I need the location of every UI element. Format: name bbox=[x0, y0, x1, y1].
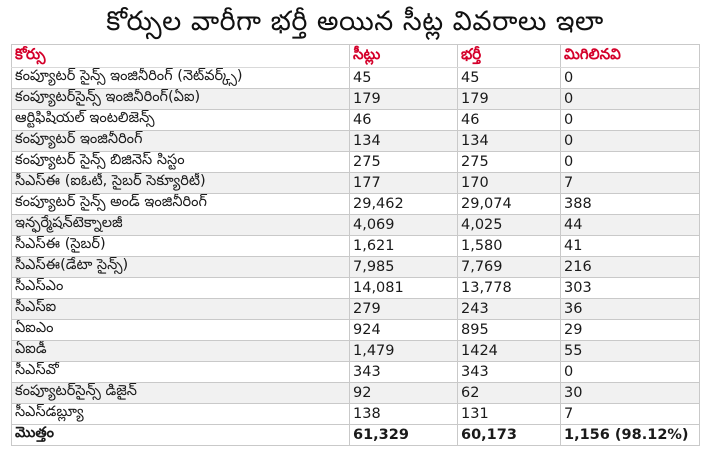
cell-remaining: 0 bbox=[561, 110, 700, 131]
cell-remaining: 0 bbox=[561, 152, 700, 173]
table-row bbox=[12, 173, 700, 194]
cell-filled: 45 bbox=[458, 68, 561, 89]
cell-course: ఏఐఎం bbox=[12, 320, 350, 341]
table-row bbox=[12, 404, 700, 425]
cell-filled: 131 bbox=[458, 404, 561, 425]
table-row bbox=[12, 194, 700, 215]
page-title: కోర్సుల వారీగా భర్తీ అయిన సీట్ల వివరాలు ఇలా bbox=[106, 6, 604, 37]
cell-seats: 279 bbox=[350, 299, 458, 320]
cell-course: సీఎస్ఈ(డేటా సైన్స్) bbox=[12, 257, 350, 278]
cell-filled: 343 bbox=[458, 362, 561, 383]
cell-filled: 46 bbox=[458, 110, 561, 131]
cell-filled: 170 bbox=[458, 173, 561, 194]
cell-remaining: 36 bbox=[561, 299, 700, 320]
cell-remaining: 29 bbox=[561, 320, 700, 341]
cell-course: కంప్యూటర్ సైన్స్ బిజినెస్ సిస్టం bbox=[12, 152, 350, 173]
table-row bbox=[12, 110, 700, 131]
cell-filled: 29,074 bbox=[458, 194, 561, 215]
table-body bbox=[12, 68, 700, 446]
cell-remaining: 30 bbox=[561, 383, 700, 404]
cell-seats: 1,479 bbox=[350, 341, 458, 362]
cell-remaining: 7 bbox=[561, 404, 700, 425]
cell-seats: 92 bbox=[350, 383, 458, 404]
cell-remaining: 41 bbox=[561, 236, 700, 257]
cell-remaining: 0 bbox=[561, 68, 700, 89]
cell-course: సీఎస్‌డబ్ల్యూ bbox=[12, 404, 350, 425]
cell-remaining: 55 bbox=[561, 341, 700, 362]
cell-filled: 1,580 bbox=[458, 236, 561, 257]
cell-filled: 60,173 bbox=[458, 425, 561, 446]
cell-remaining: 216 bbox=[561, 257, 700, 278]
cell-remaining: 303 bbox=[561, 278, 700, 299]
header-remaining: మిగిలినవి bbox=[561, 45, 700, 68]
cell-filled: 179 bbox=[458, 89, 561, 110]
table-row bbox=[12, 236, 700, 257]
table-row bbox=[12, 383, 700, 404]
cell-remaining: 0 bbox=[561, 89, 700, 110]
cell-seats: 14,081 bbox=[350, 278, 458, 299]
cell-course: కంప్యూటర్ ఇంజినీరింగ్ bbox=[12, 131, 350, 152]
cell-filled: 7,769 bbox=[458, 257, 561, 278]
cell-seats: 4,069 bbox=[350, 215, 458, 236]
table-row bbox=[12, 257, 700, 278]
cell-course: మొత్తం bbox=[12, 425, 350, 446]
cell-seats: 1,621 bbox=[350, 236, 458, 257]
cell-seats: 7,985 bbox=[350, 257, 458, 278]
cell-course: కంప్యూటర్ సైన్స్ అండ్ ఇంజినీరింగ్ bbox=[12, 194, 350, 215]
cell-seats: 924 bbox=[350, 320, 458, 341]
cell-filled: 243 bbox=[458, 299, 561, 320]
table-row bbox=[12, 320, 700, 341]
cell-course: కంప్యూటర్‌సైన్స్ ఇంజినీరింగ్(ఏఐ) bbox=[12, 89, 350, 110]
cell-remaining: 0 bbox=[561, 131, 700, 152]
cell-course: కంప్యూటర్‌సైన్స్ డిజైన్ bbox=[12, 383, 350, 404]
seats-table bbox=[11, 44, 700, 446]
cell-course: కంప్యూటర్ సైన్స్ ఇంజినీరింగ్ (నెట్‌వర్క్స్) bbox=[12, 68, 350, 89]
cell-seats: 45 bbox=[350, 68, 458, 89]
table-row bbox=[12, 152, 700, 173]
cell-course: ఏఐడీ bbox=[12, 341, 350, 362]
cell-filled: 895 bbox=[458, 320, 561, 341]
cell-filled: 134 bbox=[458, 131, 561, 152]
cell-course: సీఎస్ఈ (ఐఓటీ, సైబర్ సెక్యూరిటీ) bbox=[12, 173, 350, 194]
table-row bbox=[12, 278, 700, 299]
header-course: కోర్సు bbox=[12, 45, 350, 68]
cell-filled: 62 bbox=[458, 383, 561, 404]
cell-remaining: 44 bbox=[561, 215, 700, 236]
table-row bbox=[12, 215, 700, 236]
header-filled: భర్తీ bbox=[458, 45, 561, 68]
cell-remaining: 388 bbox=[561, 194, 700, 215]
cell-remaining: 0 bbox=[561, 362, 700, 383]
cell-seats: 177 bbox=[350, 173, 458, 194]
table-header-row bbox=[12, 45, 700, 68]
cell-remaining: 7 bbox=[561, 173, 700, 194]
cell-seats: 61,329 bbox=[350, 425, 458, 446]
cell-seats: 343 bbox=[350, 362, 458, 383]
cell-seats: 138 bbox=[350, 404, 458, 425]
cell-seats: 134 bbox=[350, 131, 458, 152]
table-row bbox=[12, 131, 700, 152]
table-row bbox=[12, 341, 700, 362]
cell-course: సీఎస్ఐ bbox=[12, 299, 350, 320]
cell-course: సీఎస్‌వో bbox=[12, 362, 350, 383]
cell-seats: 46 bbox=[350, 110, 458, 131]
table-row bbox=[12, 68, 700, 89]
table-row bbox=[12, 362, 700, 383]
cell-course: సీఎస్ఎం bbox=[12, 278, 350, 299]
cell-course: ఆర్టిఫిషియల్ ఇంటలిజెన్స్ bbox=[12, 110, 350, 131]
cell-course: ఇన్ఫర్మేషన్‌టెక్నాలజీ bbox=[12, 215, 350, 236]
total-row bbox=[12, 425, 700, 446]
table-row bbox=[12, 89, 700, 110]
cell-filled: 1424 bbox=[458, 341, 561, 362]
cell-filled: 4,025 bbox=[458, 215, 561, 236]
cell-seats: 29,462 bbox=[350, 194, 458, 215]
cell-seats: 179 bbox=[350, 89, 458, 110]
cell-remaining: 1,156 (98.12%) bbox=[561, 425, 700, 446]
cell-filled: 275 bbox=[458, 152, 561, 173]
cell-filled: 13,778 bbox=[458, 278, 561, 299]
header-seats: సీట్లు bbox=[350, 45, 458, 68]
table-row bbox=[12, 299, 700, 320]
cell-seats: 275 bbox=[350, 152, 458, 173]
cell-course: సీఎస్ఈ (సైబర్) bbox=[12, 236, 350, 257]
